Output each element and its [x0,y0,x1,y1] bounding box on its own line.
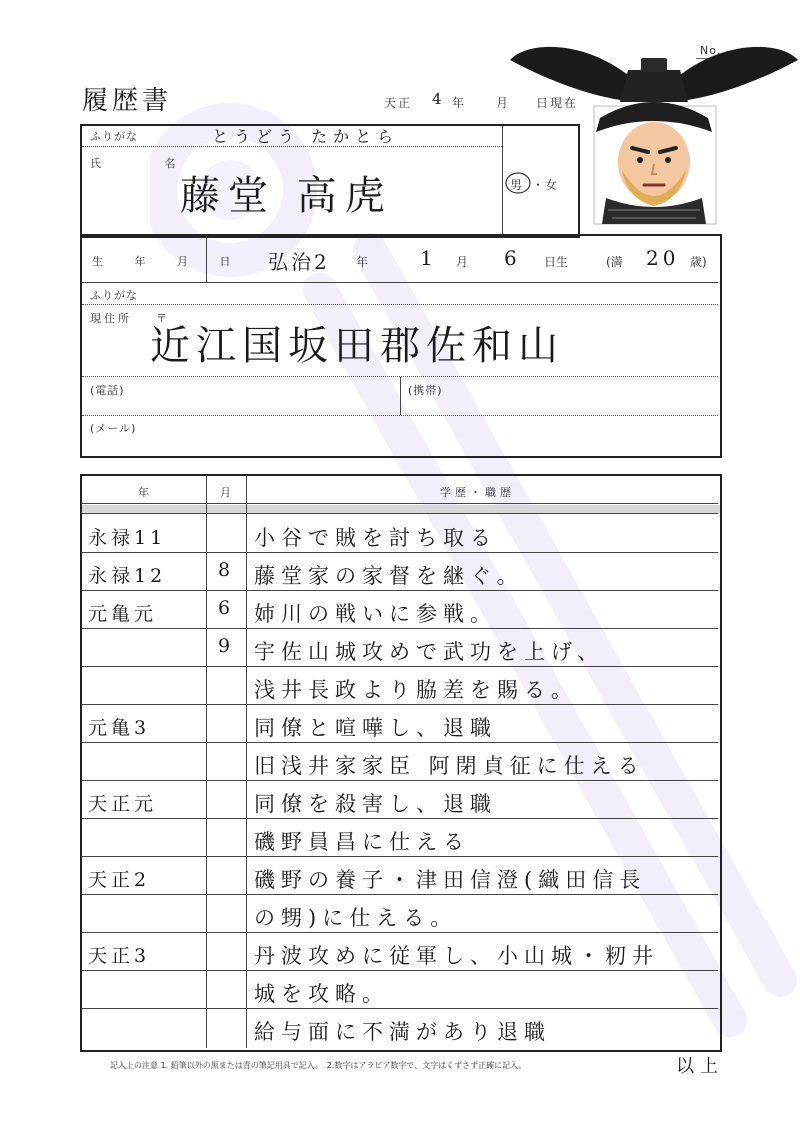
history-row-divider [82,666,718,667]
history-content: 同僚を殺害し、退職 [254,792,497,816]
history-month: 9 [218,635,231,657]
birth-day-unit: 日生 [544,255,569,269]
history-content: 小谷で賊を討ち取る [254,526,497,550]
history-row-divider [82,856,718,857]
history-header-bar [82,505,720,513]
history-content: 丹波攻めに従軍し、小山城・籾井 [254,944,659,968]
history-row-divider [82,628,718,629]
history-row-divider [82,932,718,933]
year-column-divider [206,476,207,1048]
birth-label: 生 年 月 日 [92,255,245,268]
postal-mark: 〒 [156,312,168,325]
history-content: 給与面に不満があり退職 [254,1020,551,1044]
footer-note: 記入上の注意 1. 鉛筆以外の黒または青の筆記用具で記入。 2.数字はアラビア数字で、文字はくずさず正確に記入。 [110,1061,527,1070]
month-column-divider [246,476,247,1048]
history-year: 天正3 [88,945,151,967]
history-row-divider [82,894,718,895]
history-month: 8 [218,559,231,581]
birth-day: 6 [504,246,517,270]
gender-male: 男 [510,178,523,192]
history-row-divider [82,552,718,553]
birth-year-unit: 年 [356,255,369,269]
history-header-divider-2 [82,513,718,514]
history-row-divider [82,818,718,819]
date-suffix: 日現在 [536,96,579,110]
col-year-header: 年 [138,486,150,499]
age-value: 20 [646,246,680,270]
history-content: 旧浅井家家臣 阿閉貞征に仕える [254,754,645,778]
history-year: 永禄12 [88,565,167,587]
birth-month: 1 [420,246,433,270]
address-value: 近江国坂田郡佐和山 [150,323,564,369]
birth-era-year: 弘治2 [268,250,330,274]
birth-divider [82,282,718,283]
address-label: 現住所 [90,312,132,325]
end-mark: 以上 [676,1056,724,1077]
history-row-divider [82,704,718,705]
history-content: 同僚と喧嘩し、退職 [254,716,497,740]
history-row-divider [82,1008,718,1009]
col-month-header: 月 [220,486,232,499]
phone-divider [400,377,401,415]
name-label: 氏 名 [90,157,206,170]
history-year: 元亀元 [88,603,158,625]
history-year: 永禄11 [88,527,167,549]
history-content: 磯野の養子・津田信澄(織田信長 [254,868,647,892]
number-label: No. [700,44,722,57]
history-year: 元亀3 [88,717,151,739]
history-row-divider [82,970,718,971]
history-content: 城を攻略。 [254,982,389,1006]
mobile-label: (携帯) [408,384,443,397]
address-furigana-divider [82,304,718,305]
date-year-unit: 年 [452,96,467,110]
gender-separator: ・ [532,178,545,192]
history-row-divider [82,780,718,781]
history-content: 磯野員昌に仕える [254,830,470,854]
mail-label: (メール) [90,422,137,435]
history-header-divider [82,503,718,504]
mail-divider [82,415,718,416]
gender-divider [502,126,503,234]
gender-female: 女 [545,178,558,192]
gender-circle [504,170,534,196]
history-content: 藤堂家の家督を継ぐ。 [254,564,524,588]
history-month: 6 [218,597,231,619]
history-row-divider [82,590,718,591]
age-close: 歳) [690,255,707,269]
history-year: 天正2 [88,869,151,891]
history-year: 天正元 [88,793,158,815]
phone-label: (電話) [90,384,125,397]
name-furigana-label: ふりがな [90,130,138,143]
history-content: 姉川の戦いに参戦。 [254,602,497,626]
name-value: 藤堂 高虎 [180,173,393,219]
birth-month-unit: 月 [456,255,469,269]
address-furigana-label: ふりがな [90,289,138,302]
name-furigana-value: とうどう たかとら [212,127,400,146]
date-era: 天正 [384,96,413,110]
history-content: の甥)に仕える。 [254,906,458,930]
history-content: 宇佐山城攻めで武功を上げ、 [254,640,605,664]
document-title: 履歴書 [82,86,173,116]
col-content-header: 学歴・職歴 [440,486,515,499]
history-content: 浅井長政より脇差を賜る。 [254,678,578,702]
history-row-divider [82,742,718,743]
date-month-unit: 月 [496,96,511,110]
age-open: (満 [606,255,623,269]
date-year: 4 [432,90,444,108]
